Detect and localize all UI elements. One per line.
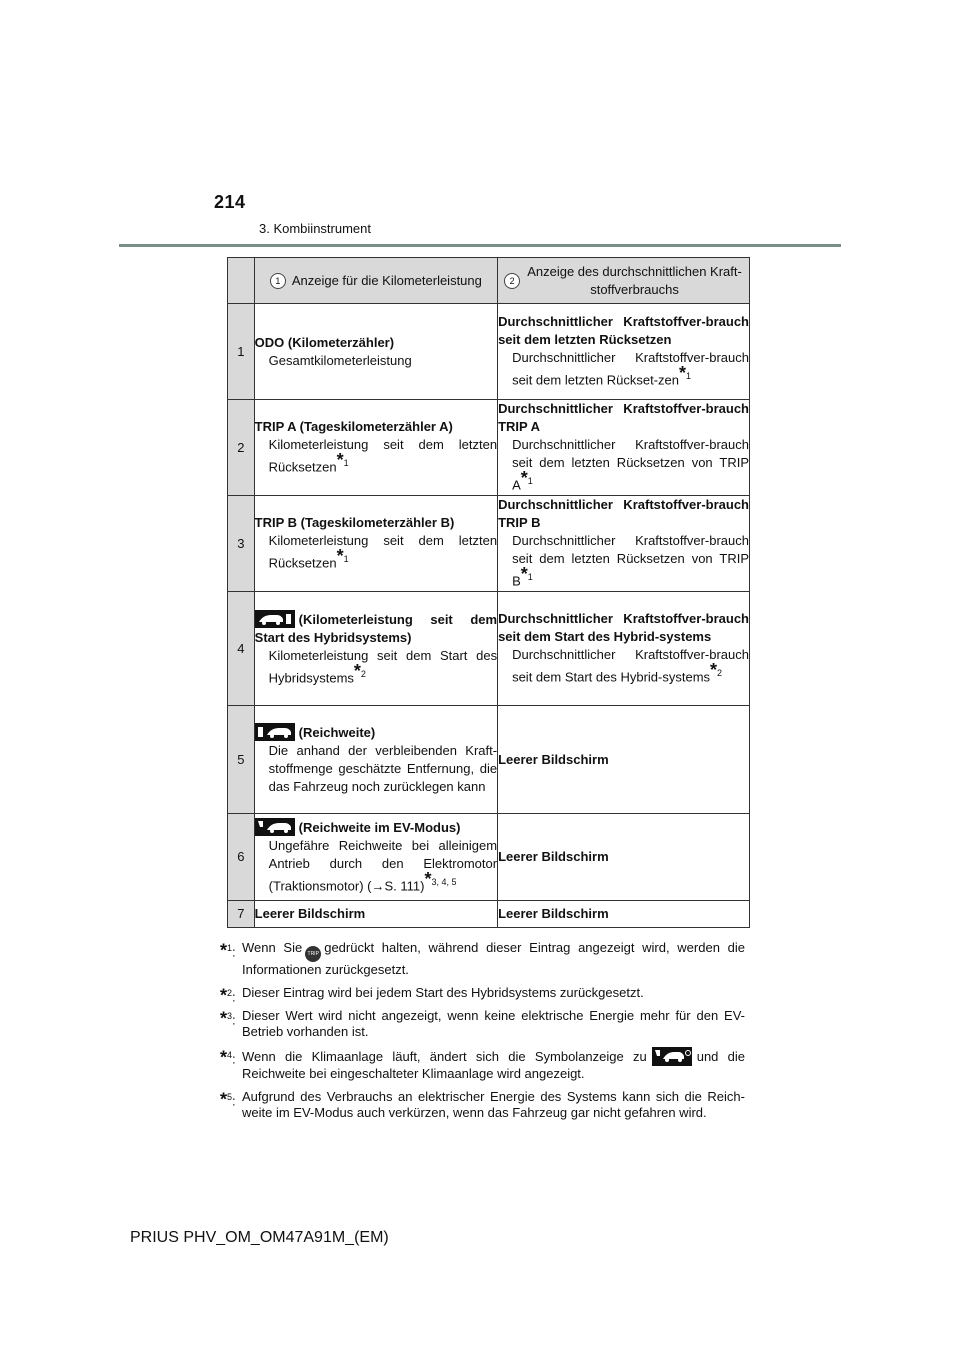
cell-desc: Kilometerleistung seit dem Start des Hybridsystems*$^2$ bbox=[268, 647, 498, 686]
hybrid-car-icon bbox=[255, 610, 295, 628]
row-number: 2 bbox=[228, 400, 255, 496]
footnote-ref: 2 bbox=[360, 668, 366, 679]
table-row bbox=[228, 706, 750, 814]
footnote: *$^3$: Dieser Wert wird nicht angezeigt, wenn keine elektrische Energie mehr für den EV-Betrieb vorhanden ist. bbox=[220, 1008, 745, 1039]
cell-desc: Durchschnittlicher Kraftstoffver-brauch seit dem letzten Rücksetzen von TRIP B*$^1$ bbox=[512, 533, 749, 589]
cell-title: (Reichweite im EV-Modus) bbox=[255, 818, 497, 837]
header-col2-label: Anzeige des durchschnittlichen Kraft-stoffverbrauchs bbox=[527, 263, 742, 297]
footnote-ref: 1 bbox=[343, 458, 349, 469]
fuel-cell bbox=[498, 592, 750, 706]
cell-title: (Reichweite) bbox=[255, 723, 497, 742]
footnote-ref: 1 bbox=[527, 476, 533, 487]
fuel-cell bbox=[498, 901, 750, 928]
footnotes bbox=[220, 940, 745, 1128]
row-number: 1 bbox=[228, 304, 255, 400]
cell-desc: Durchschnittlicher Kraftstoffver-brauch seit dem letzten Rückset-zen*$^1$ bbox=[512, 350, 749, 388]
footnote-ref: 3, 4, 5 bbox=[431, 877, 457, 888]
header-rule bbox=[119, 244, 841, 247]
odometer-cell bbox=[254, 304, 497, 400]
ev-climate-icon bbox=[652, 1047, 692, 1066]
cell-title: TRIP A (Tageskilometerzähler A) bbox=[254, 419, 453, 435]
cell-title: Leerer Bildschirm bbox=[254, 906, 366, 921]
row-number: 4 bbox=[228, 592, 255, 706]
fuel-range-icon bbox=[255, 723, 295, 741]
trip-button-icon: TRIP bbox=[305, 946, 321, 962]
trip-b-cell bbox=[254, 496, 497, 592]
footnote: *$^4$: Wenn die Klimaanlage läuft, ändert sich die Symbolanzeige zu und die Reichweite bei eingeschalteter Klimaanlage wird angezeigt. bbox=[220, 1047, 746, 1081]
table-row bbox=[228, 901, 750, 928]
cell-desc: Durchschnittlicher Kraftstoffver-brauch seit dem letzten Rücksetzen von TRIP A*$^1$ bbox=[512, 437, 749, 493]
cell-title: Durchschnittlicher Kraftstoffver-brauch seit dem letzten Rücksetzen bbox=[498, 314, 749, 348]
footnote-ref: 1 bbox=[343, 554, 349, 565]
cell-title: Leerer Bildschirm bbox=[498, 906, 609, 921]
fuel-cell bbox=[498, 496, 750, 592]
blank-cell bbox=[254, 901, 497, 928]
footnote-ref: 1 bbox=[686, 371, 692, 382]
footnote: *$^5$: Aufgrund des Verbrauchs an elektrischer Energie des Systems kann sich die Reich-weite im EV-Modus auch verkürzen, wenn das Fahrzeug gar nicht gefahren wird. bbox=[220, 1089, 745, 1120]
cell-desc: Kilometerleistung seit dem letzten Rücksetzen*$^1$ bbox=[268, 533, 498, 571]
cell-title: Durchschnittlicher Kraftstoffver-brauch TRIP B bbox=[498, 497, 749, 531]
cell-desc: Durchschnittlicher Kraftstoffver-brauch seit dem Start des Hybrid-systems*$^2$ bbox=[512, 647, 749, 685]
header-col2 bbox=[498, 258, 750, 304]
cell-title: Durchschnittlicher Kraftstoffver-brauch seit dem Start des Hybrid-systems bbox=[498, 611, 749, 645]
ev-range-cell bbox=[254, 814, 497, 901]
row-number: 3 bbox=[228, 496, 255, 592]
cell-title: ODO (Kilometerzähler) bbox=[254, 334, 395, 350]
cell-title: TRIP B (Tageskilometerzähler B) bbox=[254, 515, 455, 531]
fuel-cell bbox=[498, 706, 750, 814]
header-blank-cell bbox=[228, 258, 255, 304]
footnote-ref: 2 bbox=[717, 668, 723, 679]
header-col1 bbox=[254, 258, 497, 304]
cell-title: (Kilometerleistung seit dem Start des Hybridsystems) bbox=[254, 611, 498, 645]
cell-title: Leerer Bildschirm bbox=[498, 751, 609, 767]
cell-title: Leerer Bildschirm bbox=[498, 849, 609, 864]
ev-range-icon bbox=[255, 818, 295, 836]
range-cell bbox=[254, 706, 497, 814]
table-row bbox=[228, 400, 750, 496]
row-number: 7 bbox=[228, 901, 255, 928]
table-row bbox=[228, 496, 750, 592]
table-row bbox=[228, 592, 750, 706]
footnote-mark: *$^2$: bbox=[220, 985, 236, 1006]
circled-number: 1 bbox=[270, 273, 286, 289]
cell-desc: Die anhand der verbleibenden Kraft-stoffmenge geschätzte Entfernung, die das Fahrzeug noch zurücklegen kann bbox=[268, 743, 498, 794]
footnote-mark: *$^1$: bbox=[220, 940, 236, 961]
table-row bbox=[228, 814, 750, 901]
fuel-cell bbox=[498, 400, 750, 496]
chapter-title: 3. Kombiinstrument bbox=[259, 221, 371, 236]
document-code: PRIUS PHV_OM_OM47A91M_(EM) bbox=[130, 1229, 389, 1246]
display-table bbox=[227, 257, 750, 928]
footnote: *$^1$: Wenn Sie TRIP gedrückt halten, während dieser Eintrag angezeigt wird, werden die Informationen zurückgesetzt. bbox=[220, 940, 745, 977]
footnote-mark: *$^4$: bbox=[220, 1047, 236, 1068]
circled-number: 2 bbox=[504, 273, 520, 289]
table-header-row bbox=[228, 258, 750, 304]
row-number: 5 bbox=[228, 706, 255, 814]
trip-a-cell bbox=[254, 400, 497, 496]
header-col1-label: Anzeige für die Kilometerleistung bbox=[291, 272, 482, 288]
fuel-cell bbox=[498, 304, 750, 400]
cell-desc: Kilometerleistung seit dem letzten Rücksetzen*$^1$ bbox=[268, 437, 498, 475]
hybrid-start-cell bbox=[254, 592, 497, 706]
table-row bbox=[228, 304, 750, 400]
footnote: *$^2$: Dieser Eintrag wird bei jedem Start des Hybridsystems zurückgesetzt. bbox=[220, 985, 644, 1006]
cell-desc: Ungefähre Reichweite bei alleinigem Antrieb durch den Elektromotor (Traktionsmotor) (→S. 111)*$^{3, 4, 5}$ bbox=[268, 838, 498, 894]
footnote-ref: 1 bbox=[527, 572, 533, 583]
cell-title: Durchschnittlicher Kraftstoffver-brauch TRIP A bbox=[498, 401, 749, 435]
cell-desc: Gesamtkilometerleistung bbox=[268, 352, 412, 368]
page-number: 214 bbox=[214, 192, 246, 212]
footnote-mark: *$^5$: bbox=[220, 1089, 236, 1110]
footnote-mark: *$^3$: bbox=[220, 1008, 236, 1029]
row-number: 6 bbox=[228, 814, 255, 901]
fuel-cell bbox=[498, 814, 750, 901]
